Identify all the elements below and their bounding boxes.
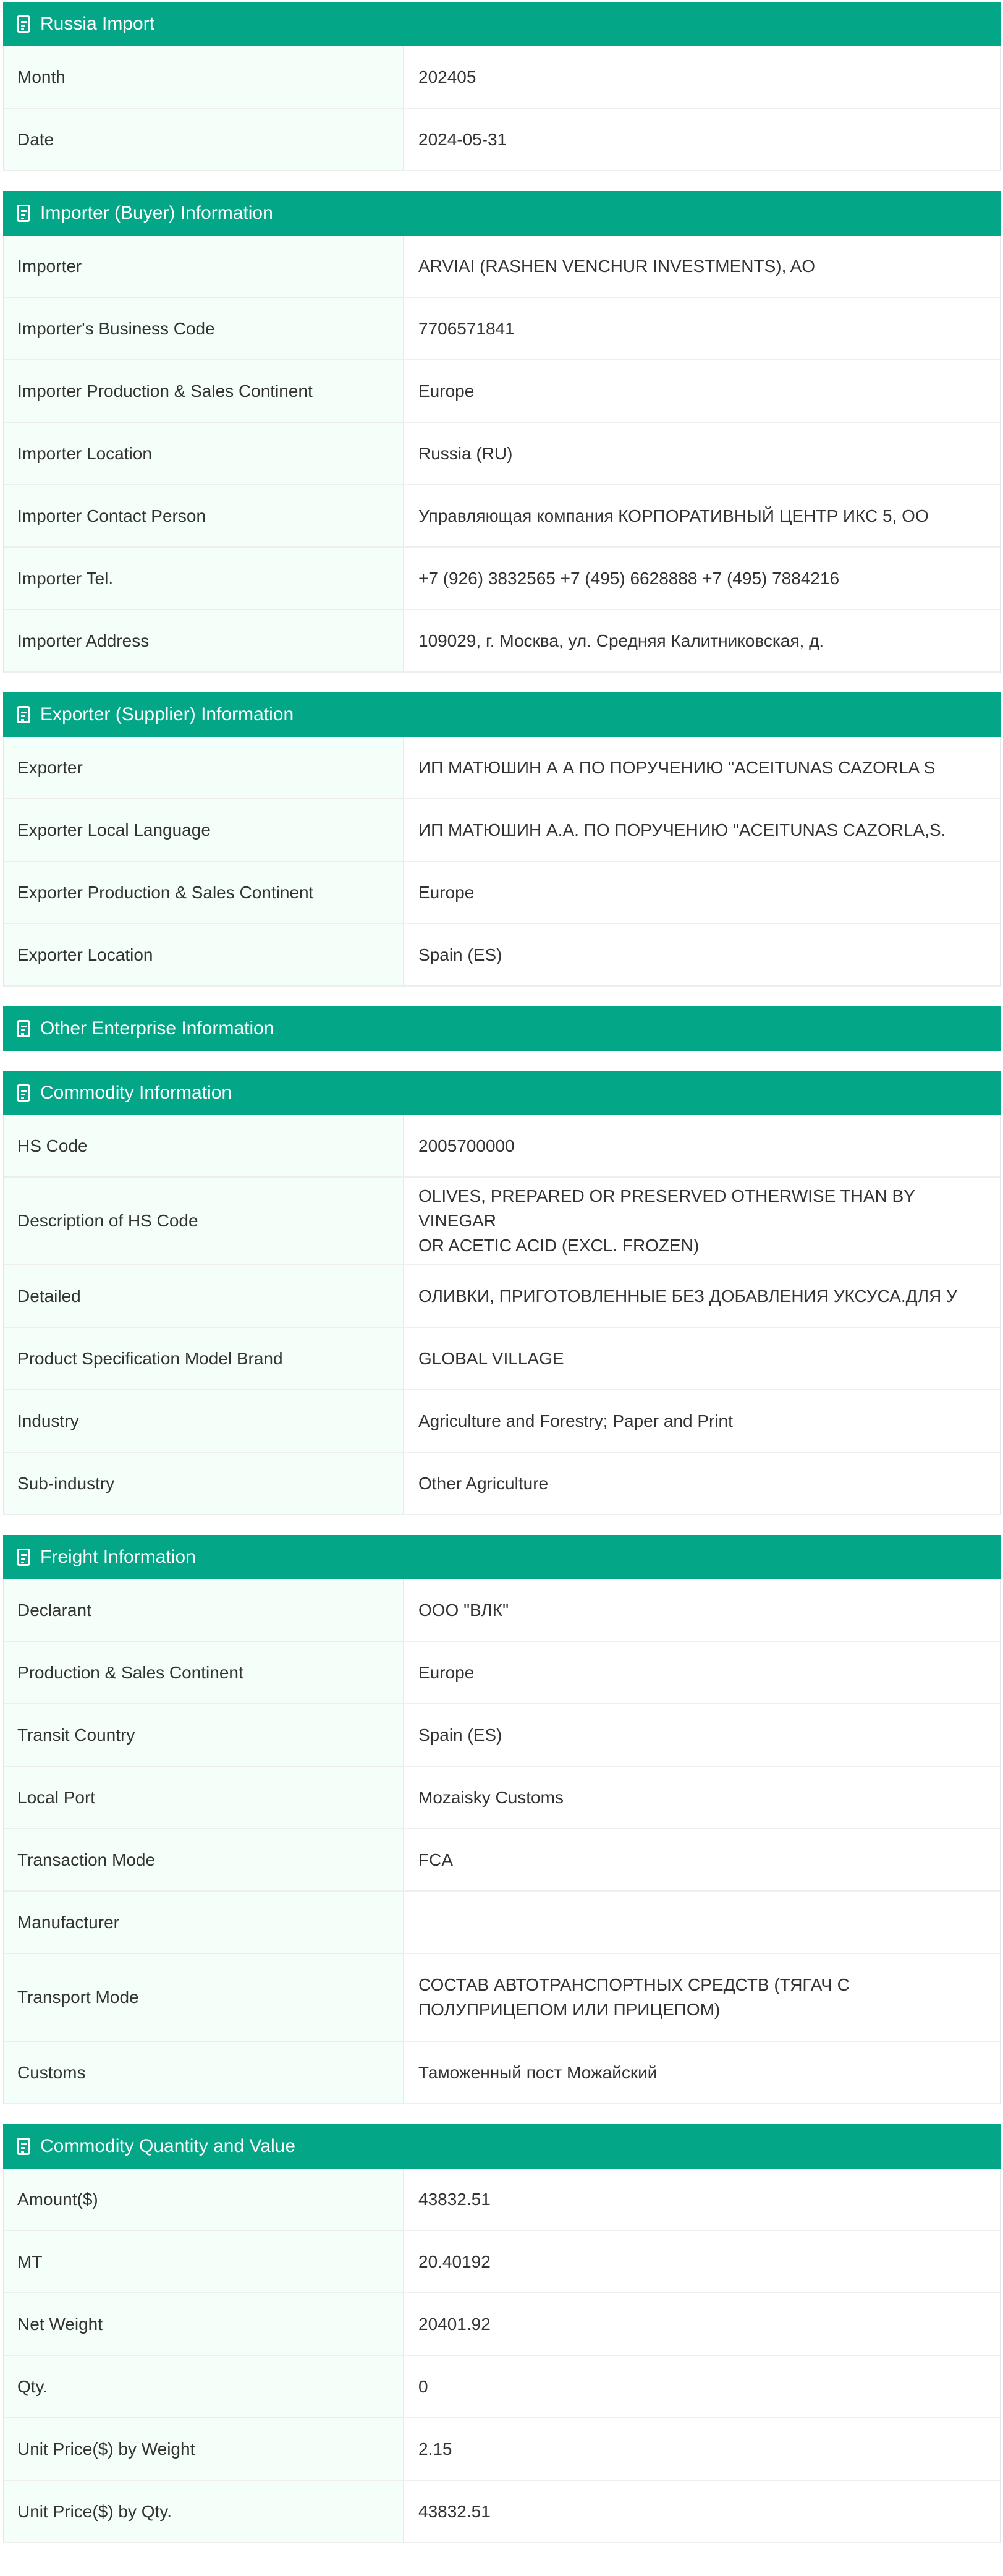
table-row — [4, 298, 1000, 360]
field-value: GLOBAL VILLAGE — [418, 1348, 564, 1368]
field-label: Production & Sales Continent — [4, 1642, 404, 1703]
field-value: 43832.51 — [418, 2189, 491, 2209]
field-value: 109029, г. Москва, ул. Средняя Калитниковская, д. — [418, 631, 824, 650]
field-value: Europe — [418, 381, 475, 401]
field-value: 0 — [418, 2376, 428, 2396]
table-row — [4, 2293, 1000, 2356]
field-value: 2005700000 — [418, 1136, 515, 1155]
field-value: Mozaisky Customs — [418, 1787, 564, 1807]
field-value: Europe — [418, 1662, 475, 1682]
field-label: MT — [4, 2231, 404, 2292]
field-value: 20.40192 — [418, 2251, 491, 2271]
field-value: 2.15 — [418, 2439, 452, 2459]
field-label: Unit Price($) by Qty. — [4, 2481, 404, 2542]
section-title: Exporter (Supplier) Information — [40, 704, 294, 725]
field-label: Detailed — [4, 1265, 404, 1327]
info-table — [3, 1115, 1001, 1515]
table-row — [4, 1829, 1000, 1892]
section-header — [3, 191, 1001, 236]
field-label: Declarant — [4, 1579, 404, 1641]
info-table — [3, 46, 1001, 171]
table-row — [4, 360, 1000, 423]
field-value: +7 (926) 3832565 +7 (495) 6628888 +7 (495) 7884216 — [418, 568, 840, 588]
field-value: Europe — [418, 882, 475, 902]
table-row — [4, 423, 1000, 485]
field-label: Importer Tel. — [4, 548, 404, 609]
info-table — [3, 737, 1001, 987]
table-row — [4, 610, 1000, 673]
section-title: Russia Import — [40, 14, 155, 34]
section-title: Importer (Buyer) Information — [40, 203, 273, 223]
table-row — [4, 1767, 1000, 1829]
field-value: Управляющая компания КОРПОРАТИВНЫЙ ЦЕНТР ИКС 5, ОО — [418, 506, 929, 525]
table-row — [4, 2231, 1000, 2293]
field-value: OLIVES, PREPARED OR PRESERVED OTHERWISE THAN BY VINEGAR OR ACETIC ACID (EXCL. FROZEN) — [418, 1186, 915, 1255]
section-title: Commodity Information — [40, 1082, 232, 1103]
field-value: ОЛИВКИ, ПРИГОТОВЛЕННЫЕ БЕЗ ДОБАВЛЕНИЯ УКСУСА.ДЛЯ У — [418, 1286, 957, 1306]
field-label: Importer Production & Sales Continent — [4, 360, 404, 422]
field-label: Exporter Production & Sales Continent — [4, 862, 404, 923]
table-row — [4, 548, 1000, 610]
table-row — [4, 799, 1000, 862]
table-row — [4, 485, 1000, 548]
document-icon — [17, 205, 30, 222]
table-row — [4, 1178, 1000, 1265]
field-value: Таможенный пост Можайский — [418, 2062, 658, 2082]
table-row — [4, 1642, 1000, 1704]
field-label: Exporter Location — [4, 924, 404, 985]
field-label: Date — [4, 109, 404, 170]
section-title: Other Enterprise Information — [40, 1018, 274, 1039]
table-row — [4, 862, 1000, 924]
field-value: Russia (RU) — [418, 443, 513, 463]
field-value: СОСТАВ АВТОТРАНСПОРТНЫХ СРЕДСТВ (ТЯГАЧ С ПОЛУПРИЦЕПОМ ИЛИ ПРИЦЕПОМ) — [418, 1975, 850, 2019]
field-value: 202405 — [418, 67, 476, 87]
field-label: Industry — [4, 1390, 404, 1452]
field-value: FCA — [418, 1850, 453, 1869]
table-row — [4, 1954, 1000, 2042]
section-header — [3, 2, 1001, 46]
table-row — [4, 1328, 1000, 1390]
document-icon — [17, 2138, 30, 2155]
table-row — [4, 46, 1000, 109]
field-label: Qty. — [4, 2356, 404, 2417]
table-row — [4, 2042, 1000, 2104]
field-label: Transaction Mode — [4, 1829, 404, 1890]
field-label: Unit Price($) by Weight — [4, 2418, 404, 2480]
field-value: ИП МАТЮШИН А А ПО ПОРУЧЕНИЮ "ACEITUNAS CAZORLA S — [418, 757, 936, 777]
table-row — [4, 1390, 1000, 1453]
table-row — [4, 2356, 1000, 2418]
section-russia-import — [3, 2, 1001, 171]
field-value: Spain (ES) — [418, 945, 502, 964]
table-row — [4, 1265, 1000, 1328]
section-header — [3, 2124, 1001, 2169]
section-header — [3, 1071, 1001, 1115]
info-table — [3, 1579, 1001, 2104]
section-commodity — [3, 1071, 1001, 1515]
section-header — [3, 692, 1001, 737]
document-icon — [17, 1020, 30, 1037]
field-label: Local Port — [4, 1767, 404, 1828]
section-title: Freight Information — [40, 1547, 196, 1567]
field-value: ИП МАТЮШИН А.А. ПО ПОРУЧЕНИЮ "ACEITUNAS CAZORLA,S. — [418, 820, 946, 840]
field-label: Importer Location — [4, 423, 404, 484]
document-icon — [17, 1084, 30, 1102]
section-quantity-value — [3, 2124, 1001, 2543]
field-label: Importer Contact Person — [4, 485, 404, 546]
field-value: Agriculture and Forestry; Paper and Print — [418, 1411, 733, 1430]
table-row — [4, 109, 1000, 171]
field-value: 2024-05-31 — [418, 129, 507, 149]
section-importer — [3, 191, 1001, 673]
field-label: Transit Country — [4, 1704, 404, 1766]
field-label: Product Specification Model Brand — [4, 1328, 404, 1389]
document-icon — [17, 706, 30, 723]
info-table — [3, 236, 1001, 673]
table-row — [4, 2169, 1000, 2231]
field-label: Importer's Business Code — [4, 298, 404, 359]
table-row — [4, 1453, 1000, 1515]
field-value — [404, 1892, 1000, 1953]
field-label: Manufacturer — [4, 1892, 404, 1953]
table-row — [4, 1704, 1000, 1767]
table-row — [4, 1115, 1000, 1178]
table-row — [4, 1892, 1000, 1954]
table-row — [4, 737, 1000, 799]
document-icon — [17, 15, 30, 33]
field-label: Exporter Local Language — [4, 799, 404, 861]
table-row — [4, 236, 1000, 298]
table-row — [4, 1579, 1000, 1642]
field-label: Importer Address — [4, 610, 404, 671]
field-label: Sub-industry — [4, 1453, 404, 1514]
field-label: Transport Mode — [4, 1954, 404, 2041]
field-label: Month — [4, 46, 404, 108]
info-table — [3, 2169, 1001, 2543]
field-label: Amount($) — [4, 2169, 404, 2230]
field-value: 43832.51 — [418, 2501, 491, 2521]
field-value: 20401.92 — [418, 2314, 491, 2334]
field-label: Customs — [4, 2042, 404, 2103]
field-value: Other Agriculture — [418, 1473, 549, 1493]
field-label: HS Code — [4, 1115, 404, 1176]
table-row — [4, 924, 1000, 987]
section-other-enterprise — [3, 1006, 1001, 1051]
section-title: Commodity Quantity and Value — [40, 2136, 295, 2156]
document-icon — [17, 1549, 30, 1566]
field-value: ARVIAI (RASHEN VENCHUR INVESTMENTS), AO — [418, 256, 816, 276]
section-header — [3, 1535, 1001, 1579]
field-label: Description of HS Code — [4, 1178, 404, 1264]
field-label: Exporter — [4, 737, 404, 798]
table-row — [4, 2481, 1000, 2543]
table-row — [4, 2418, 1000, 2481]
section-header — [3, 1006, 1001, 1051]
section-freight — [3, 1535, 1001, 2104]
field-label: Net Weight — [4, 2293, 404, 2355]
field-label: Importer — [4, 236, 404, 297]
field-value: ООО "ВЛК" — [418, 1600, 509, 1620]
field-value: 7706571841 — [418, 318, 515, 338]
section-exporter — [3, 692, 1001, 987]
field-value: Spain (ES) — [418, 1725, 502, 1745]
